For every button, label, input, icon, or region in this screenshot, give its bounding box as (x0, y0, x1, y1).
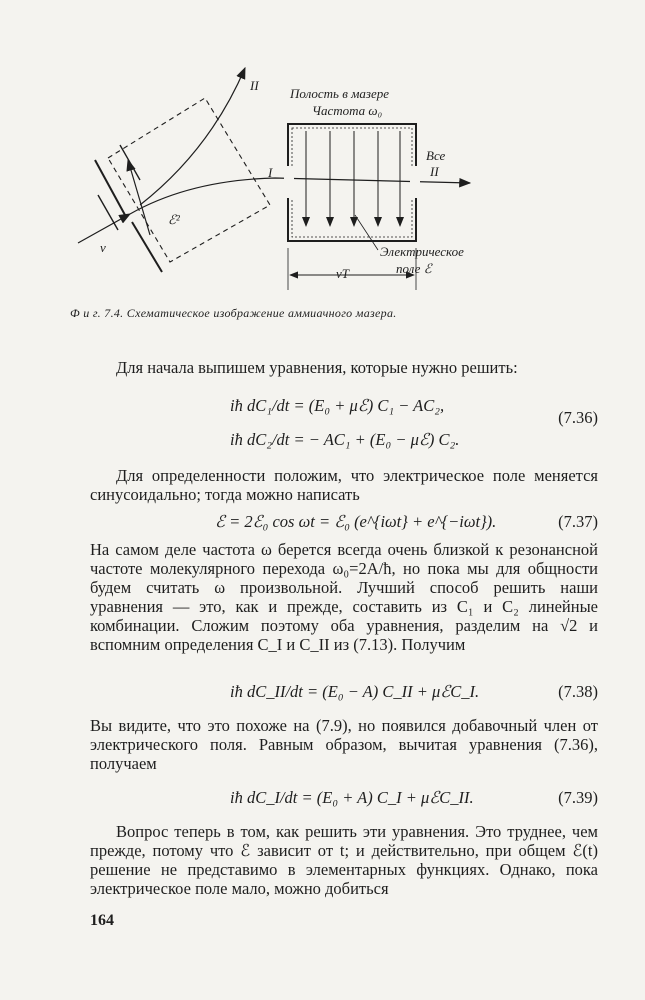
equation-7-38 (90, 678, 598, 708)
equation-7-38-number: (7.38) (558, 682, 598, 701)
cavity-title-1: Полость в мазере (290, 86, 390, 101)
label-vT: vT (336, 266, 349, 281)
paragraph-5: Вопрос теперь в том, как решить эти уравнения. Это труднее, чем прежде, потому что ℰ зависит от t; и действительно, при общем ℰ(t) решение не представимо в элементарных функциях. Однако, пока электрическое поле мало, можно добиться (90, 822, 598, 898)
label-all-II: II (430, 164, 439, 179)
figure (0, 0, 645, 300)
equation-7-39 (90, 784, 598, 814)
paragraph-3: На самом деле частота ω берется всегда очень близкой к резонансной частоте молекулярного перехода ω₀=2A/ħ, но пока мы для общности будем считать ω произвольной. Лучший способ решить наши уравнения — это, как и прежде, составить из C₁ и C₂ линейные комбинации. Сложим поэтому оба уравнения, разделим на √2 и вспомним определения C_I и C_II из (7.13). Получим (90, 540, 598, 654)
equation-7-37-expr: ℰ = 2ℰ₀ cos ωt = ℰ₀ (e^{iωt} + e^{−iωt}). (215, 512, 497, 531)
label-e2: ℰ² (168, 212, 180, 227)
equation-7-36b-expr: iħ dC₂/dt = − AC₁ + (E₀ − μℰ) C₂. (230, 430, 460, 449)
field-arrows (306, 131, 400, 226)
equation-7-36b (90, 426, 598, 456)
page-number: 164 (90, 912, 114, 929)
gradient-arrow (128, 160, 150, 235)
cavity-title-2: Частота ω₀ (312, 103, 383, 118)
beam-v-arrow (78, 214, 130, 243)
figure-caption: Ф и г. 7.4. Схематическое изображение аммиачного мазера. (70, 306, 397, 320)
equation-7-38-expr: iħ dC_II/dt = (E₀ − A) C_II + μℰC_I. (230, 682, 480, 701)
label-field-1: Электрическое (380, 244, 464, 259)
deflector-plate-left (95, 160, 125, 215)
equation-7-39-number: (7.39) (558, 788, 598, 807)
equation-7-36a (90, 392, 598, 427)
label-field-2: поле ℰ (396, 261, 432, 276)
maser-diagram (0, 0, 645, 300)
equation-7-37 (90, 508, 598, 538)
equation-7-36-number: (7.36) (558, 408, 598, 427)
label-v: v (100, 240, 106, 255)
label-all: Все (426, 148, 446, 163)
label-beam-I: I (268, 165, 273, 180)
cavity-box (288, 124, 416, 241)
beam-II-path (140, 68, 245, 205)
equation-7-37-number: (7.37) (558, 512, 598, 531)
paragraph-4: Вы видите, что это похоже на (7.9), но появился добавочный член от электрического поля. Равным образом, вычитая уравнения (7.36), получаем (90, 716, 598, 773)
paragraph-1: Для начала выпишем уравнения, которые нужно решить: (116, 358, 518, 377)
paragraph-2: Для определенности положим, что электрическое поле меняется синусоидально; тогда можно написать (90, 466, 598, 504)
deflector-plate-right (132, 222, 162, 272)
equation-7-39-expr: iħ dC_I/dt = (E₀ + A) C_I + μℰC_II. (230, 788, 474, 807)
equation-7-36a-expr: iħ dC₁/dt = (E₀ + μℰ) C₁ − AC₂, (230, 396, 445, 415)
label-beam-II: II (250, 78, 259, 93)
